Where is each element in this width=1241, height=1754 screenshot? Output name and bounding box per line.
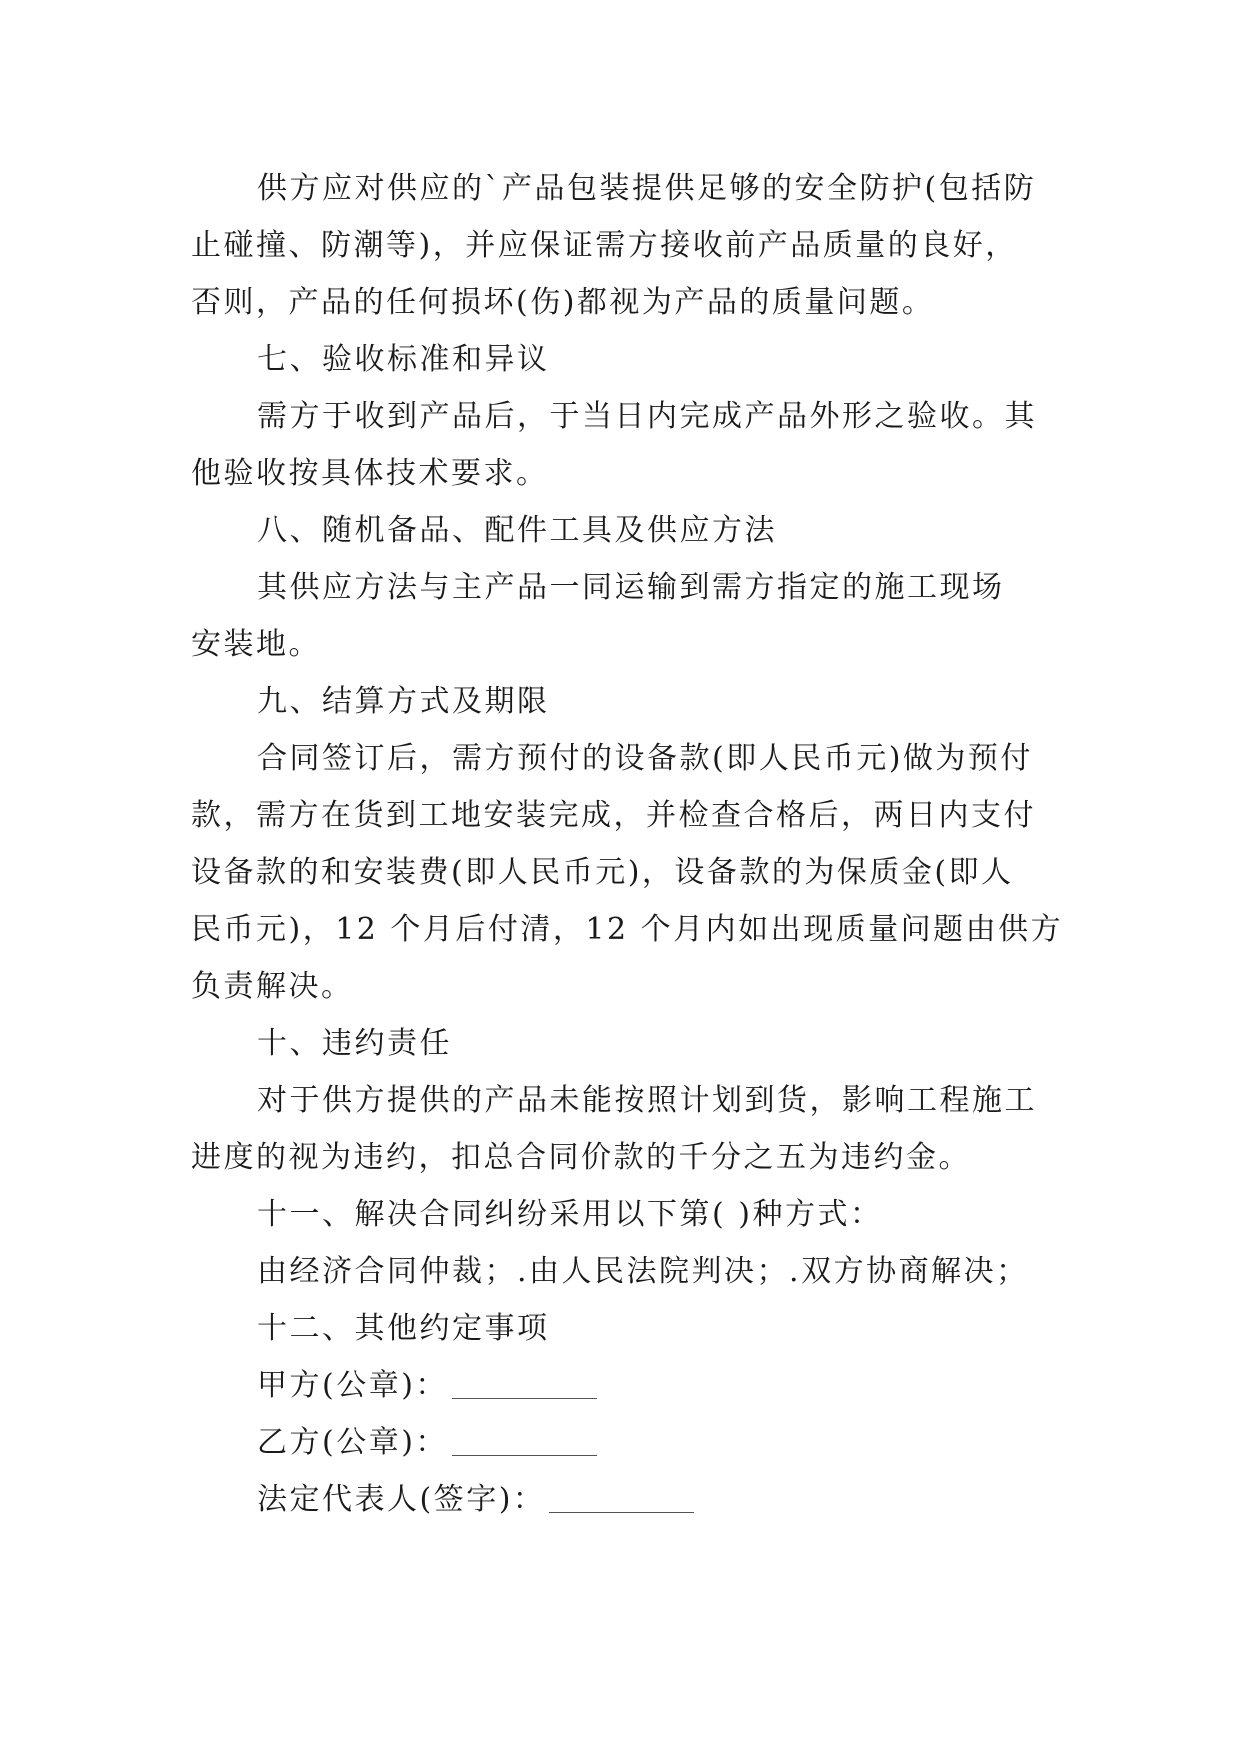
signature-party-a-blank — [452, 1368, 597, 1399]
section-heading-acceptance: 七、验收标准和异议 — [257, 342, 550, 377]
paragraph-settlement-line-3: 设备款的和安装费(即人民币元)，设备款的为保质金(即人 — [191, 855, 1014, 890]
section-heading-disputes: 十一、解决合同纠纷采用以下第( )种方式： — [257, 1197, 883, 1232]
signature-legal-rep — [191, 1471, 1051, 1528]
paragraph-acceptance-line-1: 需方于收到产品后，于当日内完成产品外形之验收。其 — [257, 399, 1037, 434]
paragraph-packaging-line-3: 否则，产品的任何损坏(伤)都视为产品的质量问题。 — [191, 285, 935, 320]
signature-party-a-label: 甲方(公章)： — [257, 1368, 448, 1403]
section-heading-other-matters: 十二、其他约定事项 — [257, 1311, 550, 1346]
paragraph-settlement-line-2: 款，需方在货到工地安装完成，并检查合格后，两日内支付 — [191, 798, 1036, 833]
paragraph-spare-parts-line-2: 安装地。 — [191, 627, 321, 662]
paragraph-settlement-line-1: 合同签订后，需方预付的设备款(即人民币元)做为预付 — [257, 741, 1033, 776]
paragraph-disputes-options: 由经济合同仲裁；.由人民法院判决；.双方协商解决； — [257, 1254, 1029, 1289]
paragraph-settlement-line-4: 民币元)，12 个月后付清，12 个月内如出现质量问题由供方 — [191, 912, 1064, 947]
section-heading-settlement: 九、结算方式及期限 — [257, 684, 550, 719]
section-heading-liability: 十、违约责任 — [257, 1026, 452, 1061]
contract-body — [191, 160, 1064, 1528]
signature-party-b-blank — [452, 1425, 597, 1456]
paragraph-packaging-line-2: 止碰撞、防潮等)，并应保证需方接收前产品质量的良好， — [191, 228, 1018, 263]
paragraph-liability-line-2: 进度的视为违约，扣总合同价款的千分之五为违约金。 — [191, 1140, 971, 1175]
signature-legal-rep-label: 法定代表人(签字)： — [257, 1482, 546, 1517]
paragraph-acceptance-line-2: 他验收按具体技术要求。 — [191, 456, 549, 491]
section-heading-spare-parts: 八、随机备品、配件工具及供应方法 — [257, 513, 777, 548]
signature-party-b — [191, 1414, 1051, 1471]
signature-party-b-label: 乙方(公章)： — [257, 1425, 448, 1460]
paragraph-spare-parts-line-1: 其供应方法与主产品一同运输到需方指定的施工现场 — [257, 570, 1005, 605]
paragraph-packaging-line-1: 供方应对供应的`产品包装提供足够的安全防护(包括防 — [257, 171, 1037, 206]
signature-party-a — [191, 1357, 1051, 1414]
paragraph-settlement-line-5: 负责解决。 — [191, 969, 354, 1004]
paragraph-liability-line-1: 对于供方提供的产品未能按照计划到货，影响工程施工 — [257, 1083, 1037, 1118]
signature-legal-rep-blank — [549, 1482, 694, 1513]
